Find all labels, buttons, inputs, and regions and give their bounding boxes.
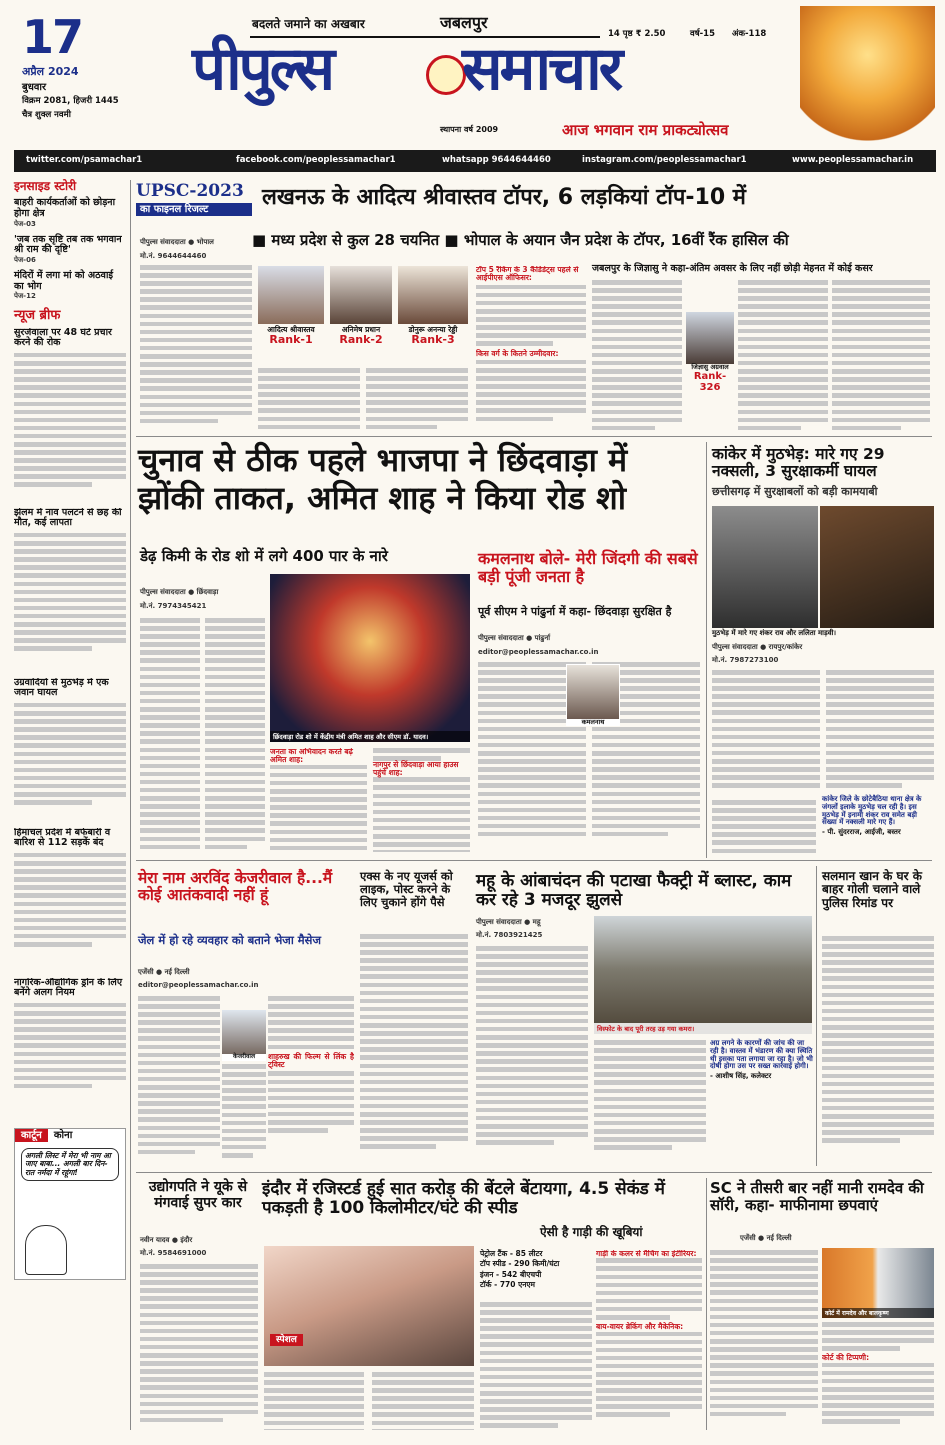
brief-body <box>14 853 126 947</box>
mhow-photo <box>594 916 812 1034</box>
car-headline[interactable]: इंदौर में रजिस्टर्ड हुई सात करोड़ की बेंटले बेंटायगा, 4.5 सेकंड में पकड़ती है 100 किलोमीटर/घंटे की स्पीड <box>262 1179 665 1219</box>
kejriwal-caption: केजरीवाल <box>222 1054 266 1061</box>
brief-title: झेलम में नाव पलटने से छह की मौत, कई लापता <box>14 507 122 529</box>
kanker-headline[interactable]: कांकेर में मुठभेड़: मारे गए 29 नक्सली, 3 सुरक्षाकर्मी घायल <box>712 445 885 481</box>
topper-card <box>330 266 392 347</box>
sc-photo <box>822 1248 934 1318</box>
brief-title: नागरिक-औद्योगिक ड्रोन के लिए बनेंगे अलग नियम <box>14 977 123 999</box>
x-story-headline[interactable]: एक्स के नए यूजर्स को लाइक, पोस्ट करने के लिए चुकाने होंगे पैसे <box>360 869 453 909</box>
roadshow-caption: छिंदवाड़ा रोड शो में केंद्रीय मंत्री अमित शाह और सीएम डॉ. यादव। <box>270 731 470 742</box>
sc-body-1 <box>710 1250 818 1430</box>
inside-item-title: 'जब तक सृष्टि तब तक भगवान श्री राम की दृष्टि' <box>14 233 122 256</box>
car-features-list <box>480 1250 592 1292</box>
issue: अंक-118 <box>732 29 767 39</box>
hindu-date: चैत्र शुक्ल नवमी <box>22 110 71 120</box>
kamalnath-headline[interactable]: कमलनाथ बोले- मेरी जिंदगी की सबसे बड़ी पूंजी जनता है <box>478 549 698 586</box>
salman-body <box>822 936 934 1166</box>
cartoon-header <box>15 1129 125 1142</box>
car-features-col2 <box>596 1250 702 1430</box>
section-rule <box>136 436 932 437</box>
mhow-mobile: मो.नं. 7803921425 <box>476 931 543 939</box>
kanker-quote <box>822 796 934 837</box>
inside-story-label: इनसाइड स्टोरी <box>14 179 77 193</box>
jabalpur-head: जबलपुर के जिज्ञासु ने कहा-अंतिम अवसर के लिए नहीं छोड़ी मेहनत में कोई कसर <box>592 263 873 274</box>
topper-photo <box>398 266 468 324</box>
kejriwal-email: editor@peoplessamachar.co.in <box>138 981 259 989</box>
samvat: विक्रम 2081, हिजरी 1445 <box>22 96 119 106</box>
date-month: अप्रैल 2024 <box>22 65 79 78</box>
mhow-headline[interactable]: महू के आंबाचंदन की पटाखा फैक्ट्री में ब्लास्ट, काम कर रहे 3 मजदूर झुलसे <box>476 871 792 911</box>
mhow-caption: विस्फोट के बाद पूरी तरह उड़ गया कमरा। <box>594 1023 812 1034</box>
inside-item[interactable] <box>14 235 126 265</box>
kanker-photo-2 <box>820 506 934 628</box>
kejriwal-body-2 <box>222 1064 266 1166</box>
brief-body <box>14 703 126 805</box>
sc-body-2 <box>822 1322 934 1430</box>
logo-left: पीपुल्स <box>192 34 333 104</box>
car-side-headline: उद्योगपति ने यूके से मंगवाई सुपर कार <box>148 1179 248 1211</box>
inside-item-page: पेज-03 <box>14 219 36 228</box>
car-side-byline: नवीन यादव ● इंदौर <box>140 1236 193 1244</box>
brief-body <box>14 1003 126 1088</box>
kamalnath-caption: कमलनाथ <box>567 719 619 726</box>
car-body-1 <box>264 1372 364 1430</box>
car-feature: टॉर्क - 770 एनएम <box>480 1280 536 1290</box>
inside-item-page: पेज-06 <box>14 255 36 264</box>
mhow-byline: पीपुल्स संवाददाता ● महू <box>476 918 541 926</box>
founded: स्थापना वर्ष 2009 <box>440 125 499 134</box>
sc-body-2-text <box>822 1322 934 1351</box>
jabalpur-name: जिज्ञासु अग्रवाल <box>691 363 729 371</box>
topper-name: अनिमेष प्रधान <box>341 325 381 334</box>
roadshow-sub1: जनता का अभिवादन करते बढ़े अमित शाह: <box>270 748 353 765</box>
topper-photo <box>258 266 324 324</box>
website-link[interactable]: www.peoplessamachar.in <box>792 155 914 165</box>
kamalnath-photo <box>566 664 620 726</box>
brief-item[interactable] <box>14 508 126 678</box>
kamalnath-byline: पीपुल्स संवाददाता ● पांढुर्ना <box>478 634 551 642</box>
topper-rank: Rank-3 <box>411 333 455 347</box>
jabalpur-photo <box>686 312 734 364</box>
weekday: बुधवार <box>22 82 47 93</box>
car-feature: टॉप स्पीड - 290 किमी/घंटा <box>480 1259 560 1269</box>
bentley-special-badge: स्पेशल <box>270 1334 303 1346</box>
jabalpur-story[interactable] <box>592 264 932 432</box>
brief-title: हिमाचल प्रदेश में बर्फबारी व बारिश से 112 सड़कें बंद <box>14 827 111 849</box>
car-body-2 <box>372 1372 474 1430</box>
sc-body-3-text <box>822 1363 934 1424</box>
mhow-body-1 <box>476 946 588 1166</box>
chhindwara-subhead: डेढ़ किमी के रोड शो में लगे 400 पार के नारे <box>140 547 388 565</box>
kanker-caption: मुठभेड़ में मारे गए शंकर राव और ललिता माड़वी। <box>712 629 837 637</box>
cartoon-speech: अगली लिस्ट में मेरा भी नाम आ जाए बाबा... अगली बार दिन-रात नर्मदा में रहूंगा! <box>21 1148 119 1181</box>
upsc-subhead: ■ मध्य प्रदेश से कुल 28 चयनित ■ भोपाल के अयान जैन प्रदेश के टॉपर, 16वीं रैंक हासिल की <box>252 231 789 249</box>
kanker-photo-1 <box>712 506 818 628</box>
topper-name: आदित्य श्रीवास्तव <box>267 325 315 334</box>
left-sidebar <box>14 180 126 1430</box>
upsc-mid-head: टॉप 5 रैंकिंग के 3 कैंडिडेट्स पहले से आईपीएस ऑफिसर: <box>476 266 579 283</box>
car-features-head: ऐसी है गाड़ी की खूबियां <box>540 1225 643 1239</box>
car-features-body3 <box>596 1332 702 1417</box>
brief-body <box>14 533 126 651</box>
car-features-body2 <box>596 1258 702 1319</box>
upsc-byline: पीपुल्स संवाददाता ● भोपाल <box>140 238 214 246</box>
upsc-list-body <box>476 360 586 421</box>
car-features-body <box>480 1302 592 1430</box>
social-bar <box>14 150 936 172</box>
salman-headline[interactable]: सलमान खान के घर के बाहर गोली चलाने वाले पुलिस रिमांड पर <box>822 869 922 910</box>
upsc-badge-sub: का फाइनल रिजल्ट <box>136 203 252 216</box>
chhindwara-headline[interactable]: चुनाव से ठीक पहले भाजपा ने छिंदवाड़ा में झोंकी ताकत, अमित शाह ने किया रोड शो <box>138 441 628 517</box>
sc-byline: एजेंसी ● नई दिल्ली <box>740 1234 792 1242</box>
kamalnath-subhead: पूर्व सीएम ने पांढुर्ना में कहा- छिंदवाड़ा सुरक्षित है <box>478 605 672 618</box>
upsc-mid-body <box>476 285 586 346</box>
car-features-head3: बाय-वायर ब्रेकिंग और मैकेनिक: <box>596 1322 684 1332</box>
inside-item-title: मंदिरों में लगा मां को अठवाई का भोग <box>14 269 114 292</box>
whatsapp-link[interactable]: whatsapp 9644644460 <box>442 155 551 165</box>
upsc-body-col1 <box>140 265 252 430</box>
topper-rank: Rank-2 <box>339 333 383 347</box>
facebook-link[interactable]: facebook.com/peoplessamachar1 <box>236 155 396 165</box>
tagline: बदलते जमाने का अखबार <box>252 17 365 31</box>
topper-name: डोनुरू अनन्या रेड्डी <box>408 325 458 334</box>
city: जबलपुर <box>440 13 488 32</box>
news-brief-label: न्यूज ब्रीफ <box>14 308 61 324</box>
pages-price: 14 पृष्ठ ₹ 2.50 <box>608 29 666 39</box>
jabalpur-body-2 <box>738 280 828 430</box>
kanker-byline: पीपुल्स संवाददाता ● रायपुर/कांकेर <box>712 643 803 651</box>
logo-right: समाचार <box>462 34 621 104</box>
sidebar-divider <box>130 180 131 1430</box>
kejriwal-headline[interactable]: मेरा नाम अरविंद केजरीवाल है...मैं कोई आतंकवादी नहीं हूं <box>138 869 333 905</box>
topper-card <box>258 266 324 347</box>
upsc-headline[interactable]: लखनऊ के आदित्य श्रीवास्तव टॉपर, 6 लड़कियां टॉप-10 में <box>262 185 746 210</box>
jabalpur-photo-card <box>686 312 734 394</box>
inside-item[interactable] <box>14 271 126 301</box>
upsc-mid-col <box>476 266 586 430</box>
kanker-quote-text: कांकेर जिले के छोटेबैठिया थाना क्षेत्र के जंगलों इलाके मुठभेड़ चल रही है। इस मुठभेड़ में इनामी शंकर राव समेत बड़ी संख्या में नक्सली मारे गए हैं। <box>822 795 922 827</box>
car-feature: इंजन - 542 बीएचपी <box>480 1269 542 1279</box>
mhow-quote <box>710 1040 814 1081</box>
year: वर्ष-15 <box>690 29 715 39</box>
cartoon-figure <box>25 1225 67 1275</box>
car-side-body <box>140 1264 258 1430</box>
masthead <box>0 0 945 150</box>
kejriwal-photo <box>222 1010 266 1060</box>
logo-emblem-icon <box>426 55 466 95</box>
kejriwal-subhead: जेल में हो रहे व्यवहार को बताने भेजा मैसेज <box>138 933 321 947</box>
roadshow-sub2: नागपुर से छिंदवाड़ा आया हाउस पहुंचे शाह: <box>373 759 459 777</box>
brief-item[interactable] <box>14 328 126 508</box>
chhindwara-byline: पीपुल्स संवाददाता ● छिंदवाड़ा <box>140 588 219 596</box>
kanker-body <box>712 670 934 798</box>
chhindwara-body-col <box>140 618 265 852</box>
upsc-body-under-photos <box>258 368 468 430</box>
car-side-mobile: मो.नं. 9584691000 <box>140 1249 207 1257</box>
section-rule <box>136 1172 932 1173</box>
inside-item-title: बाहरी कार्यकर्ताओं को छोड़ना होगा क्षेत्र <box>14 197 116 220</box>
special-day: आज भगवान राम प्राकट्योत्सव <box>562 121 729 139</box>
kejriwal-sub: शाहरुख की फिल्म से लिंक है ट्विस्ट <box>268 1051 354 1070</box>
roadshow-body <box>270 748 470 852</box>
bentley-photo[interactable] <box>264 1246 474 1366</box>
chhindwara-mobile: मो.नं. 7974345421 <box>140 602 207 610</box>
brief-title: उग्रवादियों से मुठभेड़ में एक जवान घायल <box>14 677 109 699</box>
cartoon-corner-label: कोना <box>53 1129 73 1141</box>
cartoon-box <box>14 1128 126 1280</box>
column-rule <box>816 866 817 1166</box>
brief-title: सुरजेवाला पर 48 घंटे प्रचार करने की रोक <box>14 327 112 349</box>
kanker-mobile: मो.नं. 7987273100 <box>712 656 779 664</box>
upsc-badge <box>136 182 252 226</box>
jabalpur-body-3 <box>832 280 930 430</box>
roadshow-photo[interactable] <box>270 574 470 742</box>
date-day: 17 <box>22 10 83 64</box>
column-rule <box>706 442 707 858</box>
upsc-mobile: मो.नं. 9644644460 <box>140 252 207 260</box>
car-feature: पेट्रोल टैंक - 85 लीटर <box>480 1249 543 1258</box>
brief-item[interactable] <box>14 828 126 978</box>
topper-photo <box>330 266 392 324</box>
sc-caption: कोर्ट में रामदेव और बालकृष्ण <box>822 1308 934 1318</box>
kanker-body-2 <box>712 800 816 854</box>
sc-headline[interactable]: SC ने तीसरी बार नहीं मानी रामदेव की सॉरी, कहा- माफीनामा छपवाएं <box>710 1179 924 1214</box>
mhow-quote-text: अग्र लगने के कारणों की जांच की जा रही है। वास्तव में भंडारण की क्या स्थिति थी इसका पता लगाया जा रहा है। जो भी दोषी होगा उस पर सख्त कार्रवाई होगी। <box>710 1039 813 1071</box>
car-features-head2: गाड़ी के कलर से मैचिंग का इंटीरियर: <box>596 1250 697 1258</box>
topper-card <box>398 266 468 347</box>
inside-item-page: पेज-12 <box>14 292 36 301</box>
mhow-quote-by: - आशीष सिंह, कलेक्टर <box>710 1072 772 1081</box>
kanker-quote-by: - पी. सुंदरराज, आईजी, बस्तर <box>822 828 901 837</box>
inside-item[interactable] <box>14 198 126 228</box>
jabalpur-rank: Rank-326 <box>693 371 727 394</box>
brief-item[interactable] <box>14 678 126 828</box>
brief-item[interactable] <box>14 978 126 1128</box>
x-story-body <box>360 934 468 1166</box>
section-rule <box>136 860 932 861</box>
instagram-link[interactable]: instagram.com/peoplessamachar1 <box>582 155 747 165</box>
upsc-badge-title: UPSC-2023 <box>136 181 244 201</box>
kejriwal-byline: एजेंसी ● नई दिल्ली <box>138 968 190 976</box>
twitter-link[interactable]: twitter.com/psamachar1 <box>26 155 143 165</box>
jabalpur-body-1 <box>592 280 682 430</box>
kanker-subhead: छत्तीसगढ़ में सुरक्षाबलों को बड़ी कामयाबी <box>712 485 878 498</box>
sc-sub: कोर्ट की टिप्पणी: <box>822 1353 870 1363</box>
kamalnath-email: editor@peoplessamachar.co.in <box>478 648 599 656</box>
column-rule <box>706 1178 707 1430</box>
cartoon-label: कार्टून <box>15 1129 48 1142</box>
brief-body <box>14 353 126 487</box>
topper-rank: Rank-1 <box>269 333 313 347</box>
upsc-list-head: किस वर्ग के कितने उम्मीदवार: <box>476 348 559 358</box>
lord-ram-illustration <box>800 6 935 146</box>
kejriwal-body-1 <box>138 996 220 1166</box>
mhow-body-2 <box>594 1040 706 1166</box>
kejriwal-body-3 <box>268 996 354 1166</box>
